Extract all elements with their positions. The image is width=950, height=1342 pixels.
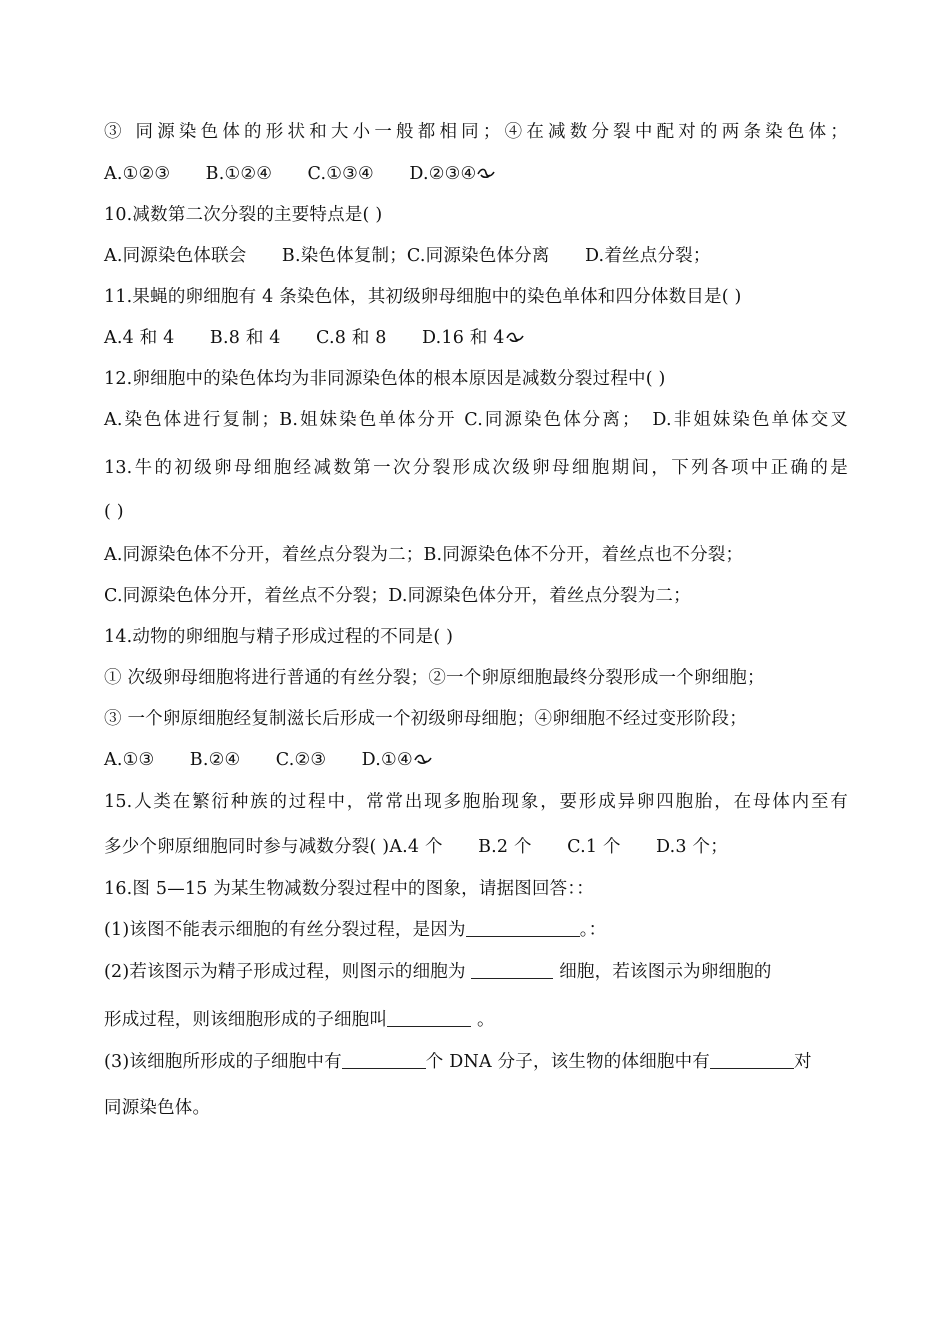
blank-suffix: 细胞，若该图示为卵细胞的	[559, 962, 772, 982]
fill-blank-line	[104, 918, 848, 942]
blank-prompt: (1)该图不能表示细胞的有丝分裂过程，是因为	[104, 920, 466, 940]
scribble-mark-icon	[505, 330, 525, 344]
question-line: 11.果蝇的卵细胞有 4 条染色体，其初级卵母细胞中的染色单体和四分体数目是( )	[104, 287, 742, 307]
options-text: A.4 和 4 B.8 和 4 C.8 和 8 D.16 和 4	[104, 328, 505, 348]
answer-options-line: A.同源染色体联会 B.染色体复制；C.同源染色体分离 D.着丝点分裂；	[104, 246, 711, 266]
fill-blank-line	[104, 1008, 848, 1032]
answer-blank[interactable]	[466, 918, 580, 937]
question-line: 12.卵细胞中的染色体均为非同源染色体的根本原因是减数分裂过程中( )	[104, 369, 666, 389]
blank-middle: 个 DNA 分子，该生物的体细胞中有	[425, 1052, 711, 1072]
answer-blank[interactable]	[471, 960, 553, 979]
question-line: 10.减数第二次分裂的主要特点是( )	[104, 205, 383, 225]
answer-options-line	[104, 326, 848, 350]
answer-options-line	[104, 748, 848, 772]
text-line: 同源染色体。	[104, 1098, 211, 1118]
options-text: A.①③ B.②④ C.②③ D.①④	[104, 750, 413, 770]
options-text: A.①②③ B.①②④ C.①③④ D.②③④	[104, 164, 477, 184]
question-line: ( )	[104, 502, 124, 522]
question-line: 14.动物的卵细胞与精子形成过程的不同是( )	[104, 627, 454, 647]
answer-options-line: A.染色体进行复制；B.姐妹染色单体分开 C.同源染色体分离； D.非姐妹染色单体交叉	[104, 410, 848, 430]
question-line: 16.图 5—15 为某生物减数分裂过程中的图象，请据图回答：：	[104, 879, 595, 899]
statement-line: ③ 一个卵原细胞经复制滋长后形成一个初级卵母细胞；④卵细胞不经过变形阶段；	[104, 709, 747, 729]
question-line: 15.人类在繁衍种族的过程中，常常出现多胞胎现象，要形成异卵四胞胎，在母体内至有	[104, 792, 848, 812]
blank-prompt: (2)若该图示为精子形成过程，则图示的细胞为	[104, 962, 466, 982]
scribble-mark-icon	[413, 752, 433, 766]
answer-blank[interactable]	[710, 1050, 794, 1069]
scribble-mark-icon	[476, 166, 496, 180]
answer-options-line	[104, 162, 848, 186]
answer-blank[interactable]	[387, 1008, 471, 1027]
statement-line: ① 次级卵母细胞将进行普通的有丝分裂；②一个卵原细胞最终分裂形成一个卵细胞；	[104, 668, 765, 688]
fill-blank-line	[104, 960, 848, 984]
answer-options-line: C.同源染色体分开，着丝点不分裂；D.同源染色体分开，着丝点分裂为二；	[104, 586, 691, 606]
blank-suffix: 。：	[579, 920, 607, 940]
answer-blank[interactable]	[342, 1050, 426, 1069]
blank-suffix: 。	[476, 1010, 495, 1030]
blank-suffix: 对	[794, 1052, 812, 1072]
blank-prompt: (3)该细胞所形成的子细胞中有	[104, 1052, 342, 1072]
blank-prompt: 形成过程，则该细胞形成的子细胞叫	[104, 1010, 388, 1030]
answer-options-line: A.同源染色体不分开，着丝点分裂为二；B.同源染色体不分开，着丝点也不分裂；	[104, 545, 744, 565]
text-line: ③ 同源染色体的形状和大小一般都相同；④在减数分裂中配对的两条染色体；	[104, 122, 848, 142]
question-line: 多少个卵原细胞同时参与减数分裂( )A.4 个 B.2 个 C.1 个 D.3 个；	[104, 837, 728, 857]
question-line: 13.牛的初级卵母细胞经减数第一次分裂形成次级卵母细胞期间，下列各项中正确的是	[104, 458, 848, 478]
fill-blank-line	[104, 1050, 848, 1074]
